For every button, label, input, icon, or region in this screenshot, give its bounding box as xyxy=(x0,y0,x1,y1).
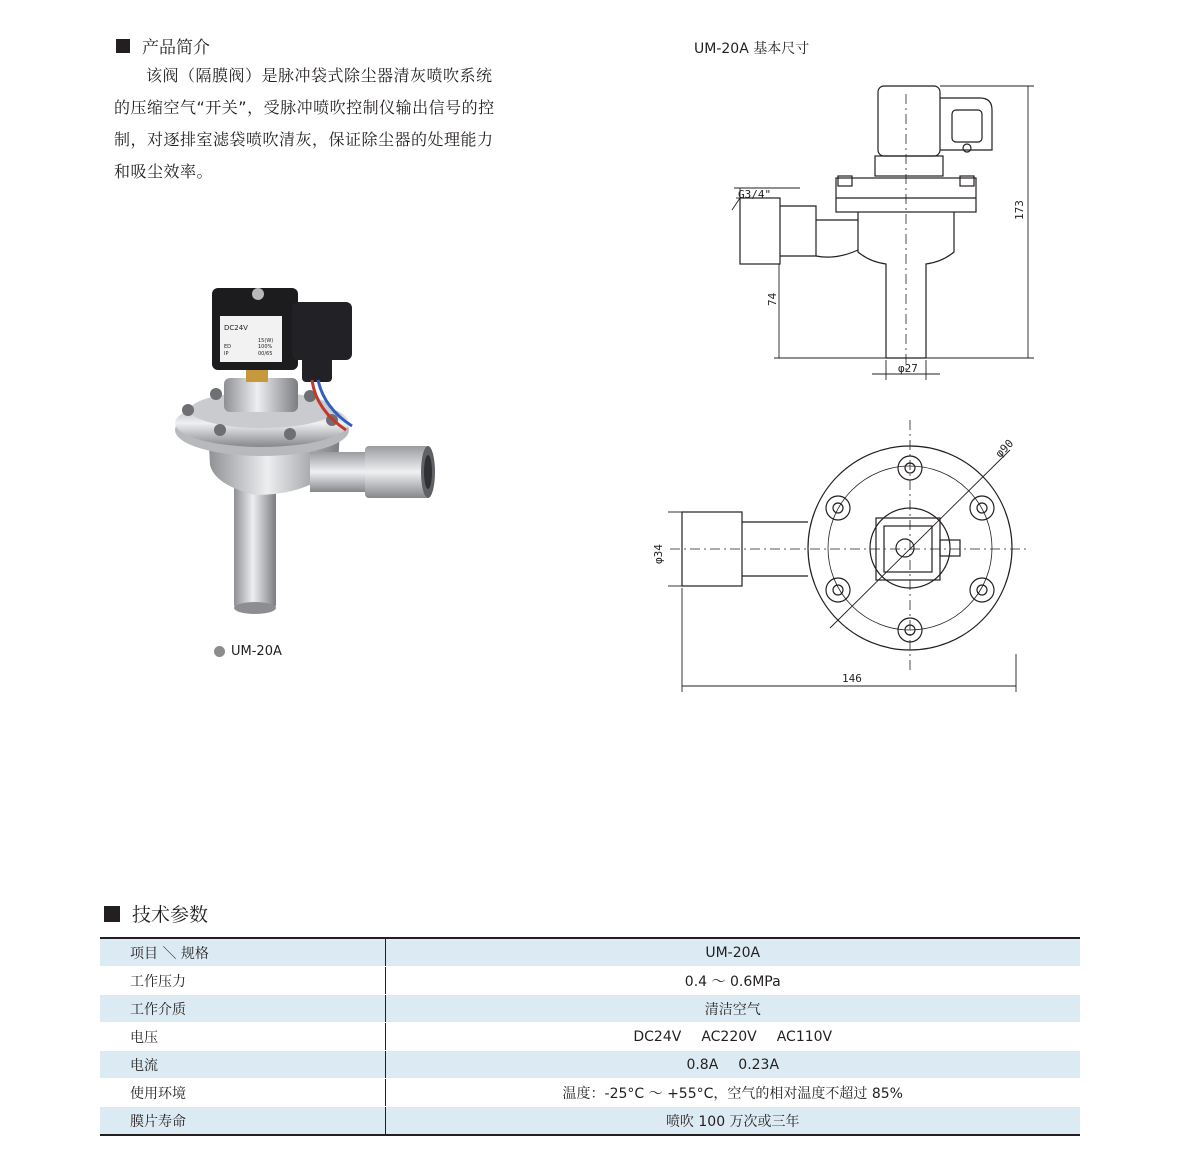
spec-value: 清洁空气 xyxy=(385,995,1080,1023)
valve-photo xyxy=(160,280,460,620)
side-view xyxy=(740,86,992,358)
svg-text:ED: ED xyxy=(224,344,232,350)
flange-dia-label: φ90 xyxy=(992,436,1017,461)
outlet-pipe xyxy=(234,480,276,610)
intro-heading: 产品简介 xyxy=(116,33,210,58)
thread-label: G3/4" xyxy=(738,188,772,201)
spec-label: 电流 xyxy=(100,1051,385,1079)
length-label: 146 xyxy=(842,672,862,685)
square-bullet-icon xyxy=(104,906,120,922)
square-bullet-icon xyxy=(116,39,130,53)
table-row xyxy=(100,995,1080,1023)
outlet-height-label: 74 xyxy=(766,292,779,306)
spec-value: DC24V AC220V AC110V xyxy=(385,1023,1080,1051)
spec-label: 工作介质 xyxy=(100,995,385,1023)
specs-table xyxy=(100,937,1080,1136)
spec-label: 使用环境 xyxy=(100,1079,385,1107)
height-label: 173 xyxy=(1013,200,1026,220)
table-row xyxy=(100,967,1080,995)
intro-text: 该阀（隔膜阀）是脉冲袋式除尘器清灰喷吹系统的压缩空气“开关”，受脉冲喷吹控制仪输出信号的控制，对逐排室滤袋喷吹清灰，保证除尘器的处理能力和吸尘效率。 xyxy=(114,66,495,181)
side-dimensions xyxy=(732,86,1034,380)
spec-value: 喷吹 100 万次或三年 xyxy=(385,1107,1080,1136)
svg-text:15(W): 15(W) xyxy=(258,338,274,344)
svg-text:IP: IP xyxy=(224,351,229,357)
table-row xyxy=(100,938,1080,967)
bullet-dot-icon xyxy=(214,646,225,657)
spec-value: 0.4 ～ 0.6MPa xyxy=(385,967,1080,995)
spec-label: 电压 xyxy=(100,1023,385,1051)
table-row xyxy=(100,1023,1080,1051)
table-row xyxy=(100,1079,1080,1107)
table-row xyxy=(100,1107,1080,1136)
drawing-title: UM-20A 基本尺寸 xyxy=(694,41,810,57)
inlet-dia-label: φ34 xyxy=(652,544,665,564)
svg-text:DC24V: DC24V xyxy=(224,324,248,332)
spec-value: 0.8A 0.23A xyxy=(385,1051,1080,1079)
photo-caption: UM-20A xyxy=(214,644,282,659)
dimension-drawing xyxy=(640,70,1060,710)
spec-label: 膜片寿命 xyxy=(100,1107,385,1136)
specs-heading: 技术参数 xyxy=(104,900,208,927)
spec-value: 温度：-25°C ～ +55°C，空气的相对温度不超过 85% xyxy=(385,1079,1080,1107)
spec-label: 项目 ＼ 规格 xyxy=(100,938,385,967)
spec-label: 工作压力 xyxy=(100,967,385,995)
table-row xyxy=(100,1051,1080,1079)
outlet-dia-label: φ27 xyxy=(898,362,918,375)
spec-value: UM-20A xyxy=(385,938,1080,967)
connector-plug xyxy=(292,302,352,360)
svg-text:00/65: 00/65 xyxy=(258,351,273,357)
svg-text:100%: 100% xyxy=(258,344,273,350)
top-view xyxy=(682,446,1012,650)
